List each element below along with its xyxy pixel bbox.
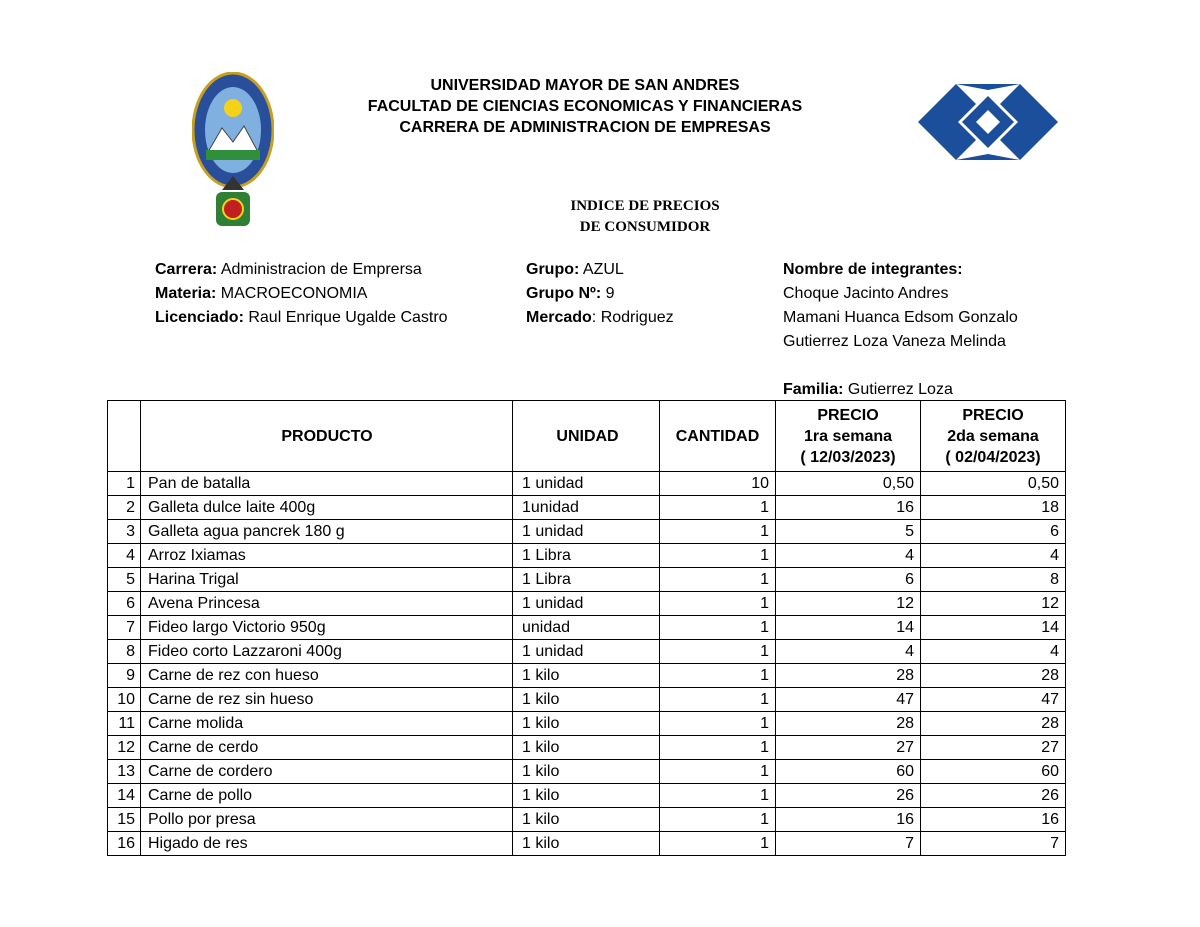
row-number: 6 (108, 592, 141, 616)
mercado-line: Mercado: Rodriguez (526, 309, 674, 326)
row-number: 5 (108, 568, 141, 592)
cantidad-cell: 1 (660, 592, 776, 616)
cantidad-cell: 1 (660, 568, 776, 592)
table-row (108, 616, 1066, 640)
cantidad-cell: 1 (660, 616, 776, 640)
table-row (108, 712, 1066, 736)
integrante-2: Mamani Huanca Edsom Gonzalo (783, 309, 1018, 326)
cantidad-cell: 1 (660, 496, 776, 520)
unidad-cell: 1 kilo (513, 760, 660, 784)
precio-2-cell: 16 (921, 808, 1066, 832)
precio-2-cell: 18 (921, 496, 1066, 520)
row-number: 3 (108, 520, 141, 544)
university-title: UNIVERSIDAD MAYOR DE SAN ANDRES (430, 77, 740, 94)
unidad-cell: 1 kilo (513, 832, 660, 856)
materia-line: Materia: MACROECONOMIA (155, 285, 368, 302)
cantidad-cell: 1 (660, 688, 776, 712)
integrante-3: Gutierrez Loza Vaneza Melinda (783, 333, 1006, 350)
producto-cell: Higado de res (141, 832, 513, 856)
familia-line: Familia: Gutierrez Loza (783, 381, 953, 398)
precio-2-cell: 28 (921, 664, 1066, 688)
cantidad-cell: 1 (660, 640, 776, 664)
producto-cell: Carne de cerdo (141, 736, 513, 760)
row-number: 11 (108, 712, 141, 736)
header-producto: PRODUCTO (141, 401, 513, 472)
unidad-cell: 1 kilo (513, 784, 660, 808)
faculty-title: FACULTAD DE CIENCIAS ECONOMICAS Y FINANCIERAS (367, 98, 803, 115)
precio-2-cell: 47 (921, 688, 1066, 712)
cantidad-cell: 1 (660, 520, 776, 544)
table-row (108, 568, 1066, 592)
producto-cell: Arroz Ixiamas (141, 544, 513, 568)
precio-1-cell: 28 (776, 712, 921, 736)
cantidad-cell: 1 (660, 832, 776, 856)
table-row (108, 808, 1066, 832)
doc-title-line2: DE CONSUMIDOR (579, 219, 711, 235)
table-row (108, 592, 1066, 616)
unidad-cell: 1 unidad (513, 592, 660, 616)
cantidad-cell: 1 (660, 712, 776, 736)
producto-cell: Pan de batalla (141, 472, 513, 496)
producto-cell: Carne de pollo (141, 784, 513, 808)
table-row (108, 760, 1066, 784)
header-precio-1: PRECIO 1ra semana ( 12/03/2023) (776, 401, 921, 472)
header-number (108, 401, 141, 472)
precio-1-cell: 6 (776, 568, 921, 592)
cantidad-cell: 10 (660, 472, 776, 496)
blue-diamond-logo-icon (918, 84, 1058, 160)
precio-2-cell: 4 (921, 640, 1066, 664)
integrante-1: Choque Jacinto Andres (783, 285, 949, 302)
precio-2-cell: 60 (921, 760, 1066, 784)
table-row (108, 520, 1066, 544)
producto-cell: Fideo corto Lazzaroni 400g (141, 640, 513, 664)
row-number: 4 (108, 544, 141, 568)
unidad-cell: 1 unidad (513, 472, 660, 496)
precio-2-cell: 14 (921, 616, 1066, 640)
precio-2-cell: 0,50 (921, 472, 1066, 496)
producto-cell: Carne de cordero (141, 760, 513, 784)
producto-cell: Fideo largo Victorio 950g (141, 616, 513, 640)
row-number: 9 (108, 664, 141, 688)
row-number: 2 (108, 496, 141, 520)
integrantes-label: Nombre de integrantes: (783, 261, 963, 278)
row-number: 7 (108, 616, 141, 640)
row-number: 8 (108, 640, 141, 664)
producto-cell: Harina Trigal (141, 568, 513, 592)
row-number: 1 (108, 472, 141, 496)
unidad-cell: 1 unidad (513, 520, 660, 544)
unidad-cell: 1 Libra (513, 544, 660, 568)
precio-1-cell: 0,50 (776, 472, 921, 496)
table-row (108, 832, 1066, 856)
career-title: CARRERA DE ADMINISTRACION DE EMPRESAS (399, 119, 771, 136)
precio-1-cell: 47 (776, 688, 921, 712)
producto-cell: Pollo por presa (141, 808, 513, 832)
producto-cell: Carne de rez con hueso (141, 664, 513, 688)
unidad-cell: 1 kilo (513, 808, 660, 832)
header-precio-2: PRECIO 2da semana ( 02/04/2023) (921, 401, 1066, 472)
precio-1-cell: 4 (776, 640, 921, 664)
producto-cell: Carne de rez sin hueso (141, 688, 513, 712)
table-row (108, 736, 1066, 760)
row-number: 16 (108, 832, 141, 856)
doc-title-line1: INDICE DE PRECIOS (570, 198, 720, 214)
unidad-cell: 1 kilo (513, 736, 660, 760)
unidad-cell: unidad (513, 616, 660, 640)
precio-1-cell: 5 (776, 520, 921, 544)
precio-2-cell: 28 (921, 712, 1066, 736)
producto-cell: Carne molida (141, 712, 513, 736)
precio-2-cell: 7 (921, 832, 1066, 856)
producto-cell: Galleta agua pancrek 180 g (141, 520, 513, 544)
precio-1-cell: 7 (776, 832, 921, 856)
precio-1-cell: 16 (776, 496, 921, 520)
table-row (108, 640, 1066, 664)
table-row (108, 784, 1066, 808)
precio-2-cell: 26 (921, 784, 1066, 808)
cantidad-cell: 1 (660, 544, 776, 568)
precio-1-cell: 28 (776, 664, 921, 688)
unidad-cell: 1 kilo (513, 664, 660, 688)
precio-2-cell: 12 (921, 592, 1066, 616)
cantidad-cell: 1 (660, 784, 776, 808)
precio-2-cell: 4 (921, 544, 1066, 568)
cantidad-cell: 1 (660, 736, 776, 760)
precio-2-cell: 27 (921, 736, 1066, 760)
precio-2-cell: 6 (921, 520, 1066, 544)
row-number: 10 (108, 688, 141, 712)
row-number: 14 (108, 784, 141, 808)
precio-1-cell: 60 (776, 760, 921, 784)
table-row (108, 664, 1066, 688)
precio-1-cell: 27 (776, 736, 921, 760)
grupo-line: Grupo: AZUL (526, 261, 624, 278)
precio-1-cell: 26 (776, 784, 921, 808)
unidad-cell: 1unidad (513, 496, 660, 520)
grupo-number-line: Grupo Nº: 9 (526, 285, 615, 302)
price-table (107, 400, 1066, 856)
row-number: 15 (108, 808, 141, 832)
cantidad-cell: 1 (660, 808, 776, 832)
header-unidad: UNIDAD (513, 401, 660, 472)
unidad-cell: 1 kilo (513, 712, 660, 736)
unidad-cell: 1 Libra (513, 568, 660, 592)
precio-1-cell: 12 (776, 592, 921, 616)
unidad-cell: 1 kilo (513, 688, 660, 712)
row-number: 13 (108, 760, 141, 784)
umsa-seal-icon (192, 72, 274, 230)
table-row (108, 544, 1066, 568)
table-row (108, 496, 1066, 520)
table-header-row (108, 401, 1066, 472)
unidad-cell: 1 unidad (513, 640, 660, 664)
precio-1-cell: 14 (776, 616, 921, 640)
cantidad-cell: 1 (660, 760, 776, 784)
header-cantidad: CANTIDAD (660, 401, 776, 472)
precio-1-cell: 16 (776, 808, 921, 832)
cantidad-cell: 1 (660, 664, 776, 688)
precio-1-cell: 4 (776, 544, 921, 568)
carrera-line: Carrera: Administracion de Emprersa (155, 261, 422, 278)
table-row (108, 472, 1066, 496)
row-number: 12 (108, 736, 141, 760)
table-row (108, 688, 1066, 712)
producto-cell: Avena Princesa (141, 592, 513, 616)
licenciado-line: Licenciado: Raul Enrique Ugalde Castro (155, 309, 448, 326)
precio-2-cell: 8 (921, 568, 1066, 592)
producto-cell: Galleta dulce laite 400g (141, 496, 513, 520)
